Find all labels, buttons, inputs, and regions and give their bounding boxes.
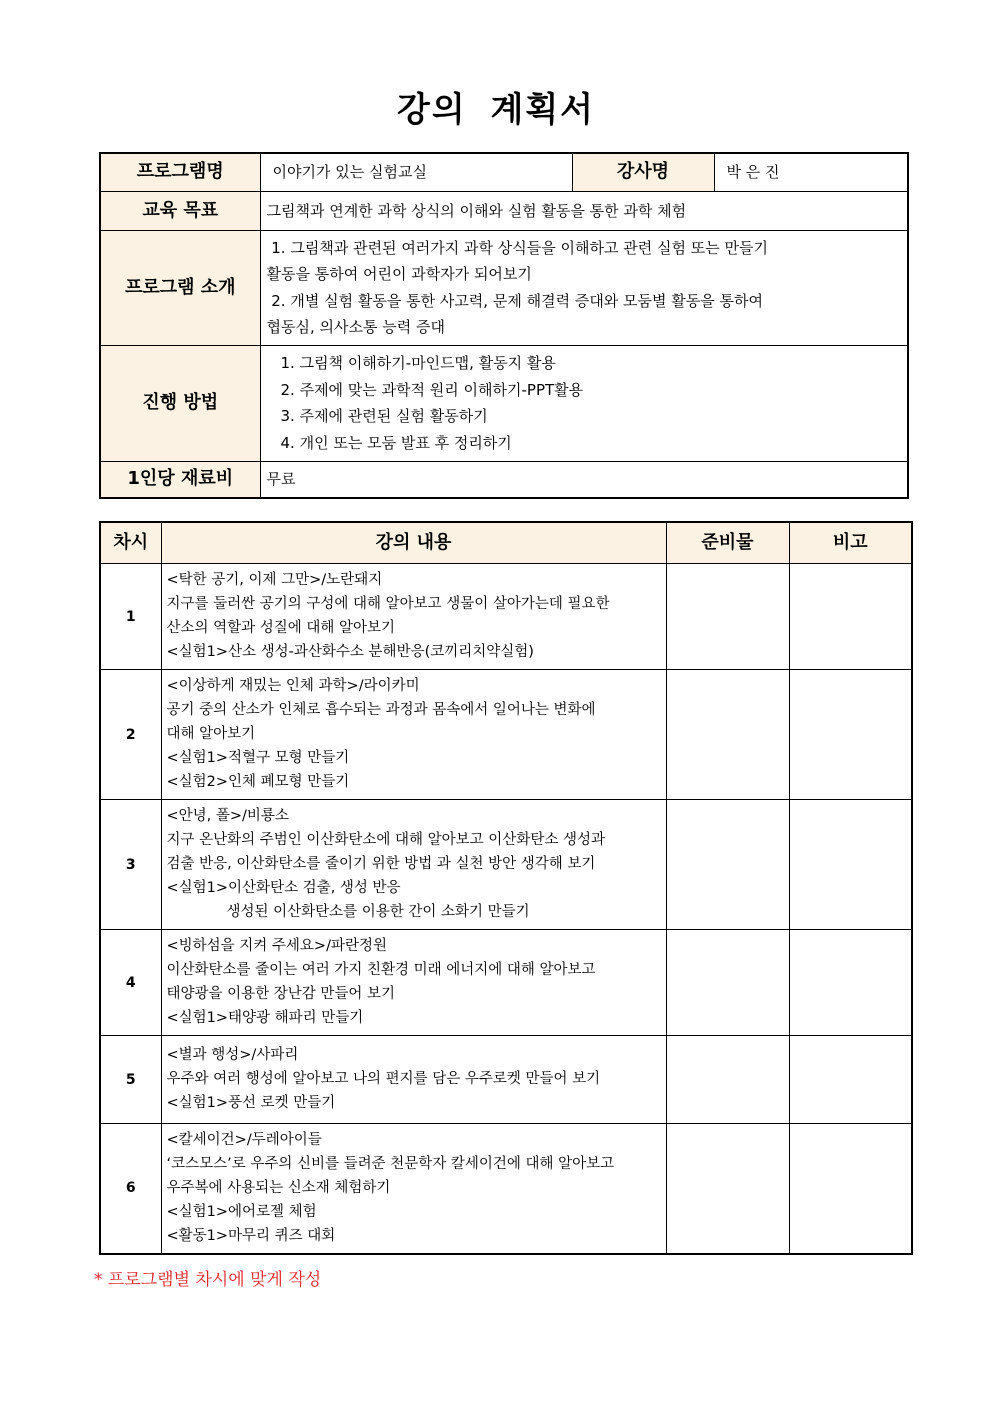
remarks-cell (789, 1036, 912, 1124)
content-line: <탁한 공기, 이제 그만>/노란돼지 (166, 572, 383, 588)
goal-value: 그림책과 연계한 과학 상식의 이해와 실험 활동을 통한 과학 체험 (260, 191, 908, 230)
table-row (100, 564, 912, 670)
header-session: 차시 (100, 522, 161, 564)
remarks-cell (789, 670, 912, 800)
session-number: 2 (100, 670, 161, 800)
content-line: 대해 알아보기 (166, 726, 256, 742)
program-name-label: 프로그램명 (100, 153, 260, 191)
materials-cell (666, 800, 789, 930)
content-line: 태양광을 이용한 장난감 만들어 보기 (166, 986, 396, 1002)
cost-value: 무료 (260, 461, 908, 498)
remarks-cell (789, 564, 912, 670)
intro-line: 협동심, 의사소통 능력 증대 (266, 318, 445, 336)
content-line: 지구 온난화의 주범인 이산화탄소에 대해 알아보고 이산화탄소 생성과 (166, 832, 605, 848)
program-info-table (99, 152, 909, 499)
session-content (161, 670, 666, 800)
content-line: 공기 중의 산소가 인체로 흡수되는 과정과 몸속에서 일어나는 변화에 (166, 702, 596, 718)
session-number: 5 (100, 1036, 161, 1124)
header-materials: 준비물 (666, 522, 789, 564)
content-line: <활동1>마무리 퀴즈 대회 (166, 1227, 336, 1244)
intro-content (260, 230, 908, 345)
session-content (161, 1124, 666, 1254)
goal-label: 교육 목표 (100, 191, 260, 230)
header-content: 강의 내용 (161, 522, 666, 564)
content-line: <별과 행성>/사파리 (166, 1047, 299, 1063)
content-line: 우주복에 사용되는 신소재 체험하기 (166, 1179, 391, 1196)
instructor-label: 강사명 (572, 153, 714, 191)
session-content (161, 564, 666, 670)
remarks-cell (789, 930, 912, 1036)
intro-line: 1. 그림책과 관련된 여러가지 과학 상식들을 이해하고 관련 실험 또는 만들기 (266, 238, 768, 257)
session-number: 4 (100, 930, 161, 1036)
session-number: 1 (100, 564, 161, 670)
content-line: 생성된 이산화탄소를 이용한 간이 소화기 만들기 (226, 904, 530, 920)
lesson-plan-table (99, 521, 913, 1255)
content-line: 검출 반응, 이산화탄소를 줄이기 위한 방법 과 실천 방안 생각해 보기 (166, 856, 596, 872)
footnote: * 프로그램별 차시에 맞게 작성 (94, 1270, 322, 1290)
session-content (161, 1036, 666, 1124)
intro-line: 활동을 통하여 어린이 과학자가 되어보기 (266, 265, 532, 283)
content-line: <실험1>적혈구 모형 만들기 (166, 750, 350, 766)
session-content (161, 800, 666, 930)
table-row (100, 1036, 912, 1124)
header-remarks: 비고 (789, 522, 912, 564)
content-line: <실험1>풍선 로켓 만들기 (166, 1095, 336, 1111)
table-row (100, 1124, 912, 1254)
content-line: <실험1>산소 생성-과산화수소 분해반응(코끼리치약실험) (166, 644, 534, 660)
content-line: <실험1>에어로젤 체험 (166, 1203, 317, 1220)
method-line: 3. 주제에 관련된 실험 활동하기 (280, 407, 488, 425)
content-line: <칼세이건>/두레아이들 (166, 1131, 322, 1148)
remarks-cell (789, 800, 912, 930)
method-content (260, 345, 908, 461)
session-number: 6 (100, 1124, 161, 1254)
session-number: 3 (100, 800, 161, 930)
content-line: 산소의 역할과 성질에 대해 알아보기 (166, 620, 396, 636)
page-title: 강의 계획서 (396, 90, 596, 130)
table-row (100, 800, 912, 930)
session-content (161, 930, 666, 1036)
content-line: <실험1>이산화탄소 검출, 생성 반응 (166, 880, 401, 896)
intro-line: 2. 개별 실험 활동을 통한 사고력, 문제 해결력 증대와 모둠별 활동을 통하여 (266, 291, 764, 310)
table-row (100, 670, 912, 800)
content-line: <빙하섬을 지켜 주세요>/파란정원 (166, 938, 387, 954)
content-line: <안녕, 폴>/비룡소 (166, 808, 289, 824)
method-label: 진행 방법 (100, 345, 260, 461)
method-line: 1. 그림책 이해하기-마인드맵, 활동지 활용 (280, 354, 556, 372)
instructor-value: 박 은 진 (714, 153, 908, 191)
content-line: 지구를 둘러싼 공기의 구성에 대해 알아보고 생물이 살아가는데 필요한 (166, 596, 610, 612)
content-line: <이상하게 재밌는 인체 과학>/라이카미 (166, 678, 420, 694)
materials-cell (666, 670, 789, 800)
materials-cell (666, 930, 789, 1036)
content-line: <실험2>인체 폐모형 만들기 (166, 774, 350, 790)
remarks-cell (789, 1124, 912, 1254)
table-row (100, 930, 912, 1036)
content-line: <실험1>태양광 해파리 만들기 (166, 1010, 364, 1026)
cost-label: 1인당 재료비 (100, 461, 260, 498)
materials-cell (666, 564, 789, 670)
content-line: ‘코스모스’로 우주의 신비를 들려준 천문학자 칼세이건에 대해 알아보고 (166, 1155, 615, 1172)
method-line: 4. 개인 또는 모둠 발표 후 정리하기 (280, 433, 512, 452)
program-name-value: 이야기가 있는 실험교실 (260, 153, 572, 191)
materials-cell (666, 1036, 789, 1124)
method-line: 2. 주제에 맞는 과학적 원리 이해하기-PPT활용 (280, 380, 584, 399)
content-line: 이산화탄소를 줄이는 여러 가지 친환경 미래 에너지에 대해 알아보고 (166, 962, 596, 978)
intro-label: 프로그램 소개 (100, 230, 260, 345)
content-line: 우주와 여러 행성에 알아보고 나의 편지를 담은 우주로켓 만들어 보기 (166, 1071, 601, 1087)
materials-cell (666, 1124, 789, 1254)
